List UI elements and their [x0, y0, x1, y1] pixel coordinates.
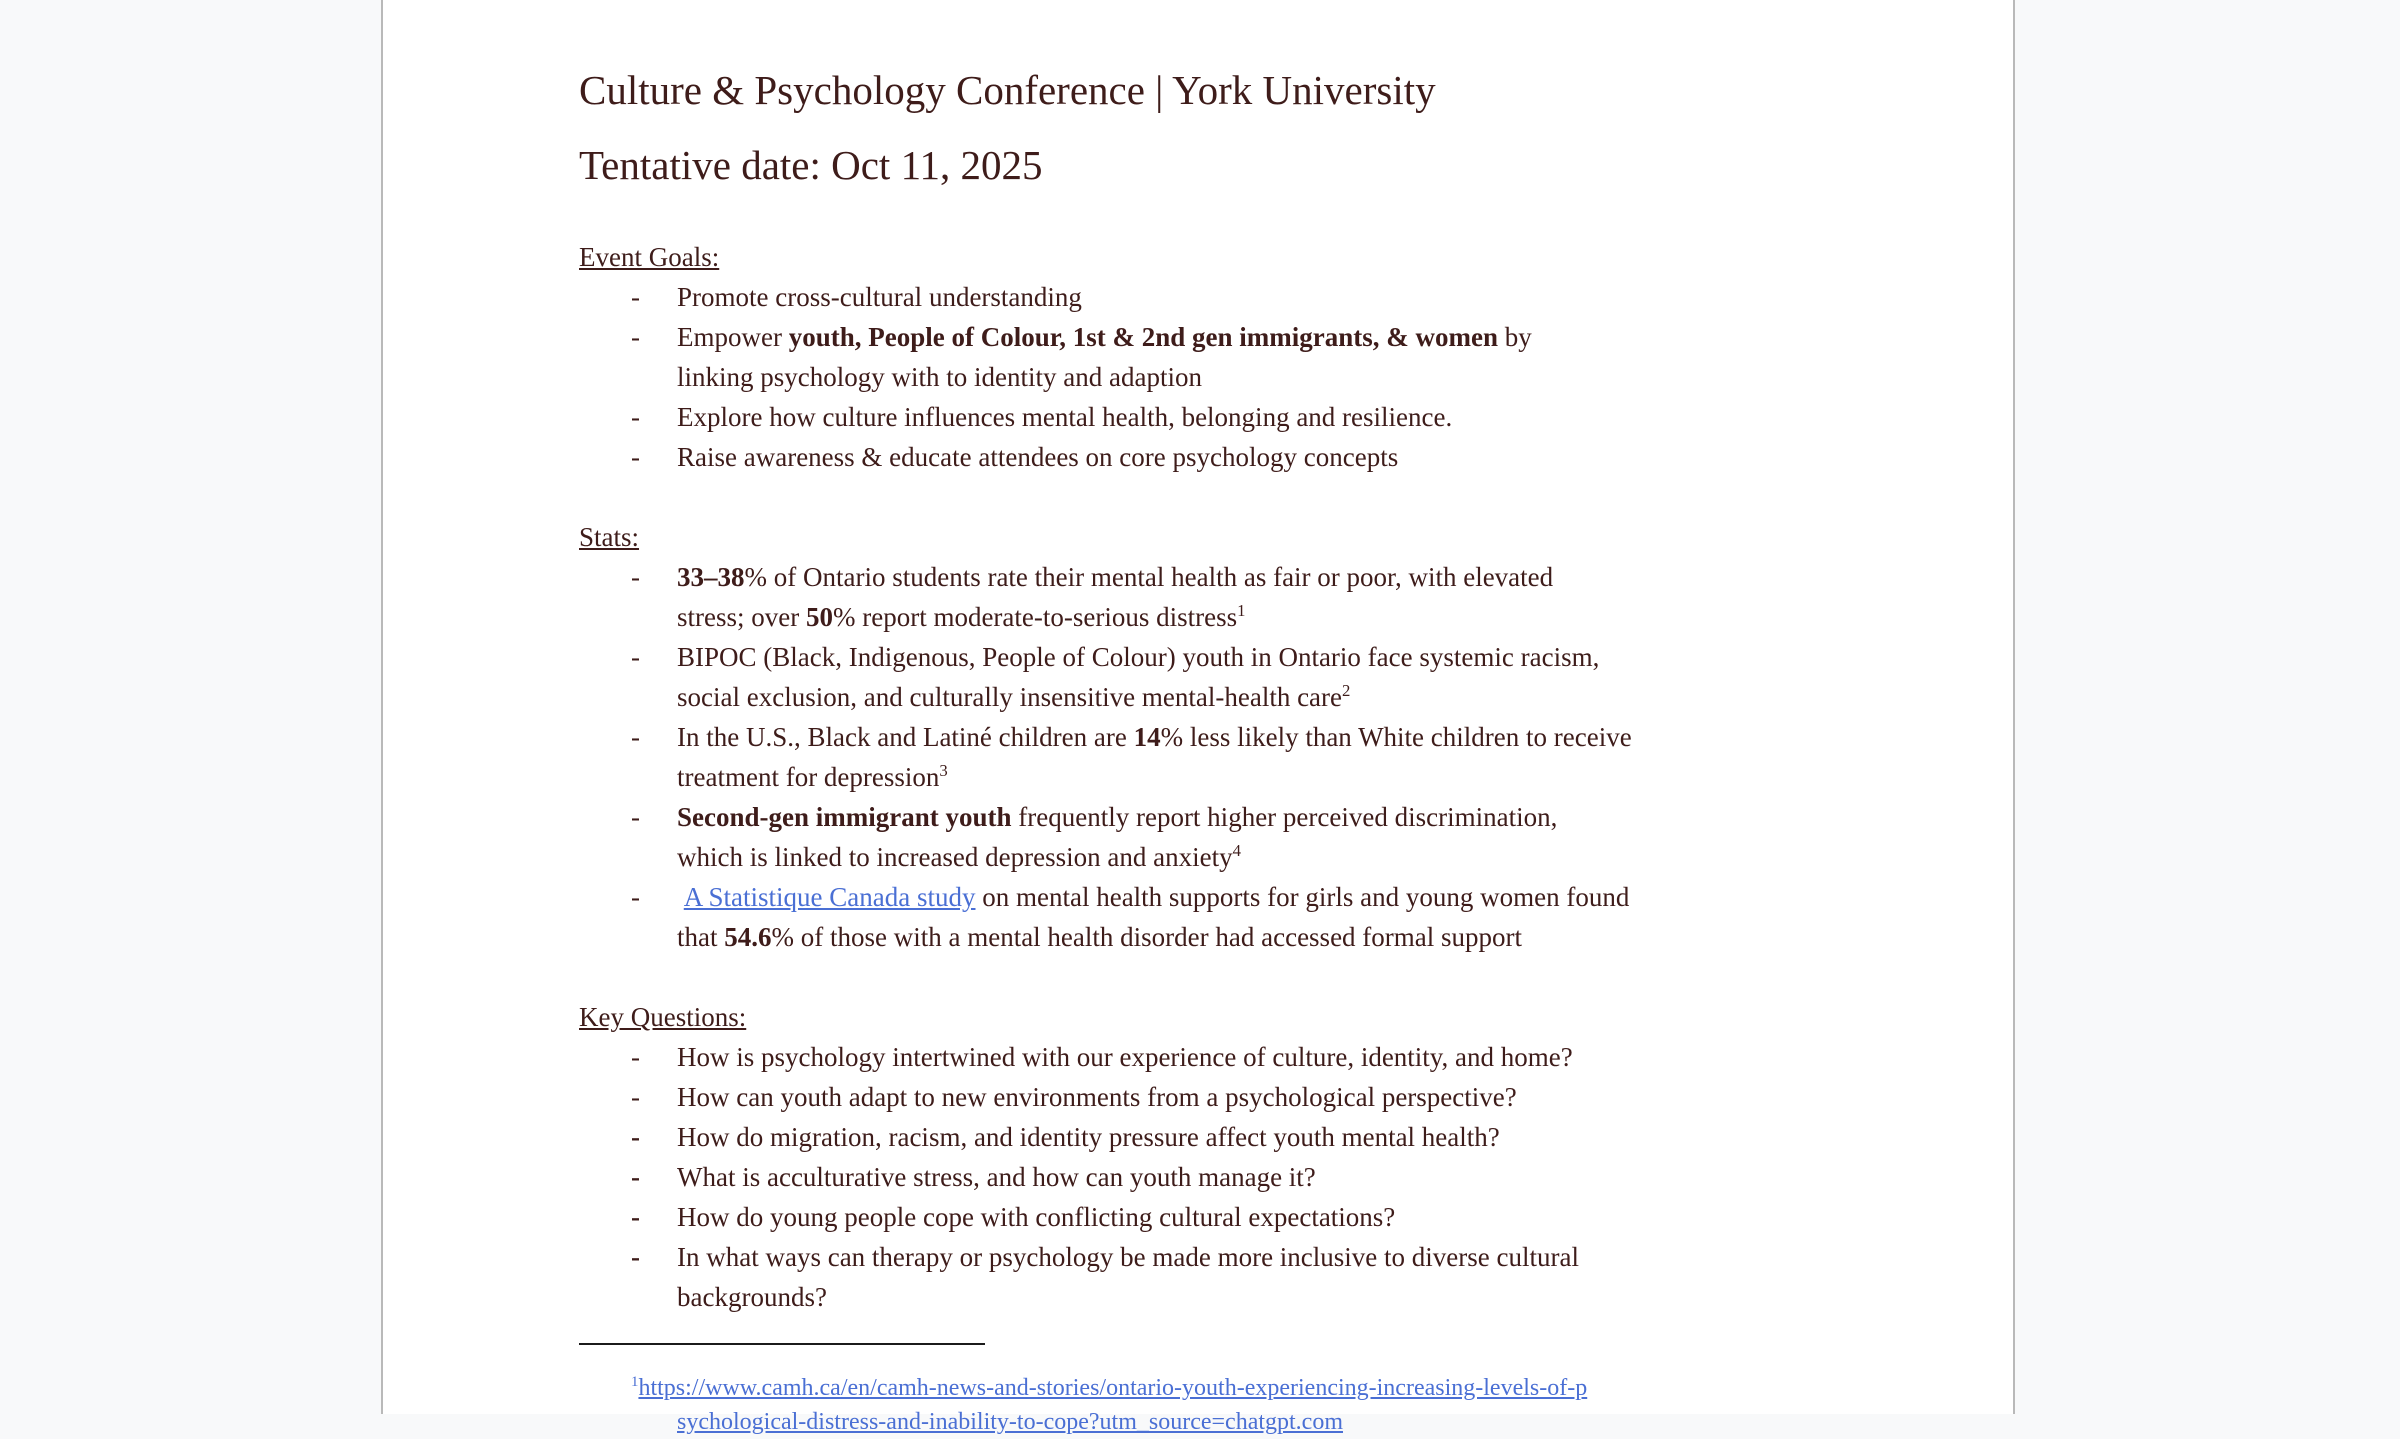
list-item: [631, 797, 1863, 877]
footnote-reference: 1: [1237, 601, 1246, 620]
list-item: [631, 1037, 1863, 1077]
bullet-dash: -: [631, 1042, 640, 1072]
document-title: Culture & Psychology Conference | York University: [579, 67, 1436, 113]
section: [579, 517, 1863, 957]
text-run: 50: [805, 602, 833, 632]
bullet-dash: -: [631, 722, 640, 752]
text-run: which is linked to increased depression and anxiety: [677, 842, 1233, 872]
section: [579, 237, 1863, 477]
footnote-link[interactable]: https://www.camh.ca/en/camh-news-and-stories/ontario-youth-experiencing-increasing-levels-of-p: [638, 1375, 1588, 1401]
list-item-text: [677, 797, 1863, 877]
list-item: [631, 1077, 1863, 1117]
text-run: youth, People of Colour, 1st & 2nd gen immigrants, & women: [788, 322, 1498, 352]
list-item: [631, 1197, 1863, 1237]
section: [579, 997, 1863, 1317]
footnote-reference: 3: [939, 761, 948, 780]
bullet-dash: -: [631, 1162, 640, 1192]
bullet-dash: -: [631, 402, 640, 432]
text-run: [677, 882, 684, 912]
list-item: [631, 717, 1863, 797]
text-run: % less likely than White children to receive: [1160, 722, 1632, 752]
text-run: % report moderate-to-serious distress: [832, 602, 1238, 632]
list-item-text: [677, 397, 1863, 437]
list-item: [631, 397, 1863, 437]
footnote: [579, 1371, 1863, 1439]
bullet-dash: -: [631, 1202, 640, 1232]
footnote-marker: 1: [631, 1374, 639, 1390]
list-item: [631, 1157, 1863, 1197]
document-subtitle: Tentative date: Oct 11, 2025: [579, 142, 1043, 188]
list-item: [631, 637, 1863, 717]
text-run: that: [677, 922, 725, 952]
text-run: How can youth adapt to new environments from a psychological perspective?: [677, 1082, 1517, 1112]
list-item-text: [677, 1037, 1863, 1077]
list-item: [631, 877, 1863, 957]
bullet-dash: -: [631, 562, 640, 592]
section-heading: Key Questions:: [579, 1002, 747, 1032]
bullet-dash: -: [631, 322, 640, 352]
list-item-text: [677, 1157, 1863, 1197]
section-heading: Event Goals:: [579, 242, 720, 272]
list-item-text: [677, 437, 1863, 477]
text-run: 14: [1133, 722, 1161, 752]
bullet-dash: -: [631, 1082, 640, 1112]
list-item: [631, 317, 1863, 397]
list-item-text: [677, 277, 1863, 317]
bullet-dash: -: [631, 642, 640, 672]
bullet-list: [631, 277, 1863, 477]
text-run: social exclusion, and culturally insensitive mental-health care: [677, 682, 1343, 712]
text-run: backgrounds?: [677, 1282, 827, 1312]
list-item: [631, 1237, 1863, 1317]
footnote-reference: 2: [1342, 681, 1351, 700]
list-item-text: [677, 877, 1863, 957]
text-run: linking psychology with to identity and adaption: [677, 362, 1202, 392]
text-run: 33–38: [677, 562, 745, 592]
list-item-text: [677, 1237, 1863, 1317]
bullet-dash: -: [631, 282, 640, 312]
text-run: Empower: [677, 322, 789, 352]
footnote-reference: 4: [1232, 841, 1241, 860]
text-run: BIPOC (Black, Indigenous, People of Colour) youth in Ontario face systemic racism,: [677, 642, 1600, 672]
list-item-text: [677, 557, 1863, 637]
list-item: [631, 437, 1863, 477]
section-heading: Stats:: [579, 522, 640, 552]
text-run: stress; over: [677, 602, 806, 632]
text-run: Promote cross-cultural understanding: [677, 282, 1082, 312]
sections: [579, 237, 1863, 1317]
bullet-list: [631, 1037, 1863, 1317]
bullet-list: [631, 557, 1863, 957]
list-item: [631, 1117, 1863, 1157]
bullet-dash: -: [631, 442, 640, 472]
text-run: How do migration, racism, and identity pressure affect youth mental health?: [677, 1122, 1500, 1152]
list-item-text: [677, 1117, 1863, 1157]
bullet-dash: -: [631, 1242, 640, 1272]
list-item: [631, 277, 1863, 317]
text-run: How do young people cope with conflicting cultural expectations?: [677, 1202, 1396, 1232]
text-run: Raise awareness & educate attendees on core psychology concepts: [677, 442, 1399, 472]
text-run: How is psychology intertwined with our experience of culture, identity, and home?: [677, 1042, 1573, 1072]
text-run: 54.6: [724, 922, 772, 952]
text-run: frequently report higher perceived discrimination,: [1011, 802, 1558, 832]
document-page: [381, 0, 2015, 1435]
text-run: In the U.S., Black and Latiné children are: [677, 722, 1134, 752]
footnote-separator: [579, 1343, 985, 1345]
text-run: on mental health supports for girls and young women found: [975, 882, 1630, 912]
list-item-text: [677, 717, 1863, 797]
list-item-text: [677, 317, 1863, 397]
text-run: In what ways can therapy or psychology be made more inclusive to diverse cultural: [677, 1242, 1579, 1272]
document-content: [383, 0, 2013, 1439]
text-run: Second-gen immigrant youth: [677, 802, 1012, 832]
list-item: [631, 557, 1863, 637]
list-item-text: [677, 1077, 1863, 1117]
text-run: % of Ontario students rate their mental health as fair or poor, with elevated: [744, 562, 1554, 592]
bullet-dash: -: [631, 882, 640, 912]
text-run: treatment for depression: [677, 762, 940, 792]
text-run: What is acculturative stress, and how can youth manage it?: [677, 1162, 1316, 1192]
text-run: % of those with a mental health disorder had accessed formal support: [771, 922, 1523, 952]
text-run: by: [1497, 322, 1532, 352]
inline-link[interactable]: A Statistique Canada study: [683, 882, 976, 912]
text-run: Explore how culture influences mental health, belonging and resilience.: [677, 402, 1453, 432]
bullet-dash: -: [631, 802, 640, 832]
bullet-dash: -: [631, 1122, 640, 1152]
footnote-link-continued[interactable]: sychological-distress-and-inability-to-cope?utm_source=chatgpt.com: [677, 1409, 1343, 1435]
list-item-text: [677, 1197, 1863, 1237]
list-item-text: [677, 637, 1863, 717]
